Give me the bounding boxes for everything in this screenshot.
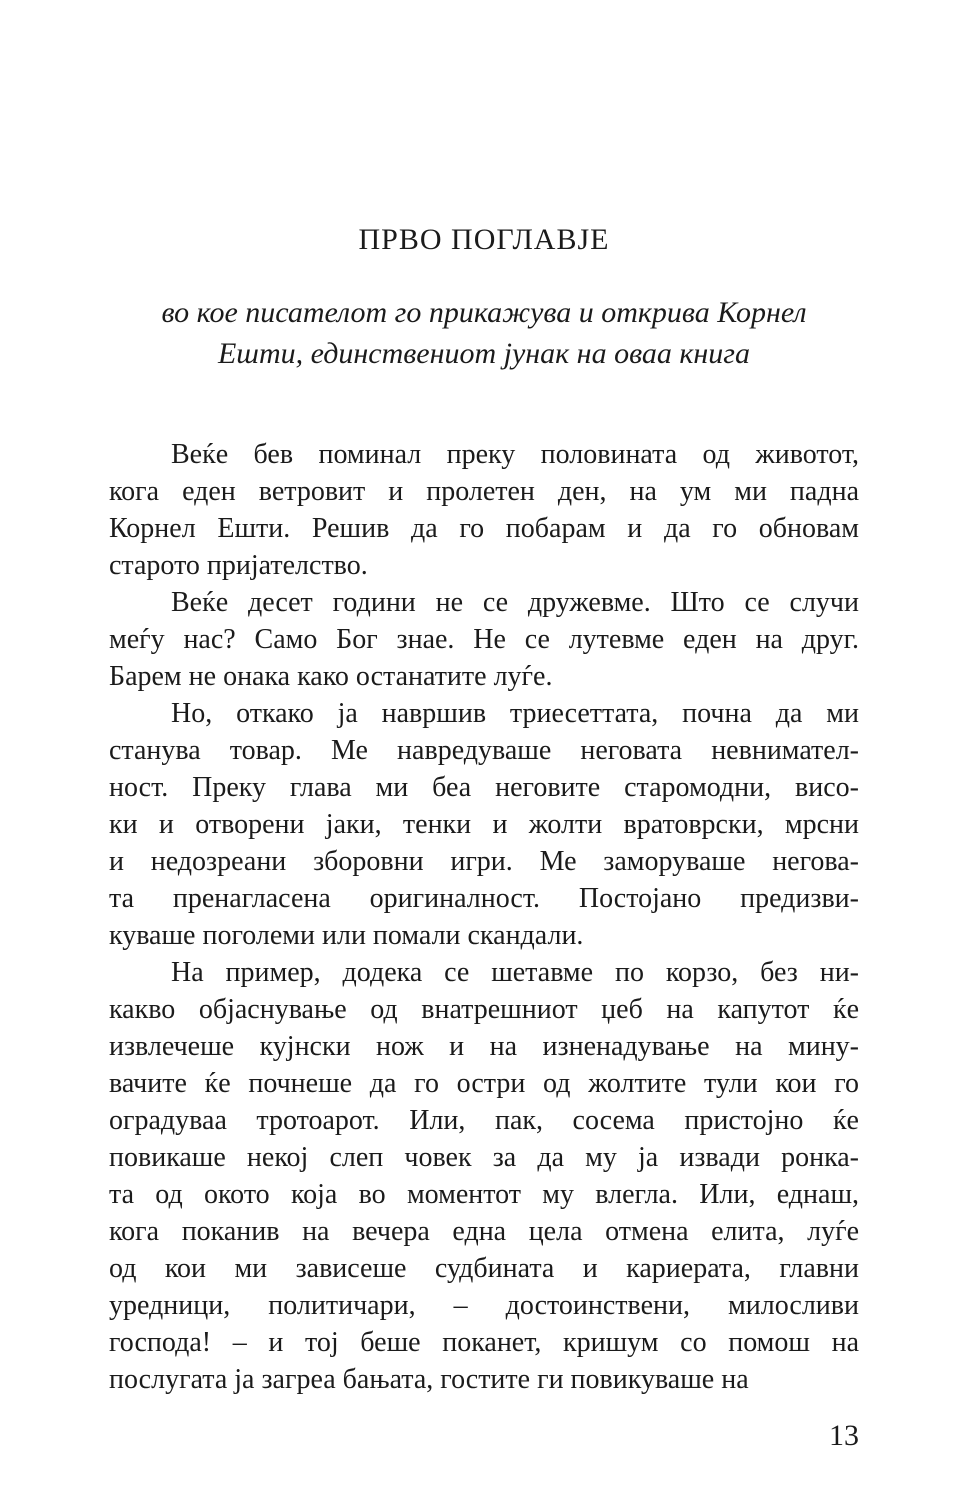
chapter-title: ПРВО ПОГЛАВЈЕ (358, 223, 610, 256)
paragraph-line: Веќе бев поминал преку половината од животот, (171, 439, 859, 470)
paragraph (109, 954, 859, 1398)
paragraph-line: кога еден ветровит и пролетен ден, на ум ми падна (109, 476, 859, 507)
paragraph-line: Но, откако ја навршив триесеттата, почна да ми (171, 698, 859, 729)
paragraph-line: та од окото која во моментот му влегла. Или, еднаш, (109, 1179, 859, 1210)
paragraph-line: оградуваа тротоарот. Или, пак, сосема пристојно ќе (109, 1105, 859, 1136)
chapter-subtitle-line: во кое писателот го прикажува и открива Корнел (161, 296, 807, 329)
paragraph-line: господа! – и тој беше поканет, кришум со помош на (109, 1327, 859, 1358)
chapter-subtitle (89, 292, 879, 374)
paragraph (109, 695, 859, 954)
paragraph-line: старото пријателство. (109, 550, 368, 581)
paragraph-line: меѓу нас? Само Бог знае. Не се лутевме еден на друг. (109, 624, 859, 655)
paragraph-line: та пренагласена оригиналност. Постојано предизви- (109, 883, 859, 914)
paragraph-line: ност. Преку глава ми беа неговите старомодни, висо- (109, 772, 859, 803)
paragraph-line: станува товар. Ме навредуваше неговата невнимател- (109, 735, 859, 766)
paragraph-line: Барем не онака како останатите луѓе. (109, 661, 553, 692)
paragraph-line: послугата ја загреа бањата, гостите ги повикуваше на (109, 1364, 749, 1395)
paragraph-line: од кои ми зависеше судбината и кариерата, главни (109, 1253, 859, 1284)
chapter-subtitle-line: Ешти, единствениот јунак на оваа книга (217, 337, 751, 370)
paragraph-line: На пример, додека се шетавме по корзо, без ни- (171, 957, 859, 988)
page-number: 13 (829, 1419, 859, 1452)
paragraph-line: ки и отворени јаки, тенки и жолти вратоврски, мрсни (109, 809, 859, 840)
paragraph (109, 436, 859, 584)
paragraph-line: кога поканив на вечера една цела отмена елита, луѓе (109, 1216, 859, 1247)
paragraph (109, 584, 859, 695)
paragraph-line: куваше поголеми или помали скандали. (109, 920, 584, 951)
paragraph-line: уредници, политичари, – достоинствени, милосливи (109, 1290, 859, 1321)
paragraph-line: вачите ќе почнеше да го остри од жолтите тули кои го (109, 1068, 859, 1099)
paragraph-line: Корнел Ешти. Решив да го побарам и да го обновам (109, 513, 859, 544)
paragraph-line: повикаше некој слеп човек за да му ја извади ронка- (109, 1142, 859, 1173)
paragraph-line: Веќе десет години не се дружевме. Што се случи (171, 587, 859, 618)
body-text (109, 436, 859, 1398)
paragraph-line: какво објаснување од внатрешниот џеб на капутот ќе (109, 994, 859, 1025)
paragraph-line: извлечеше кујнски нож и на изненадување на мину- (109, 1031, 859, 1062)
paragraph-line: и недозреани зборовни игри. Ме заморуваше негова- (109, 846, 859, 877)
